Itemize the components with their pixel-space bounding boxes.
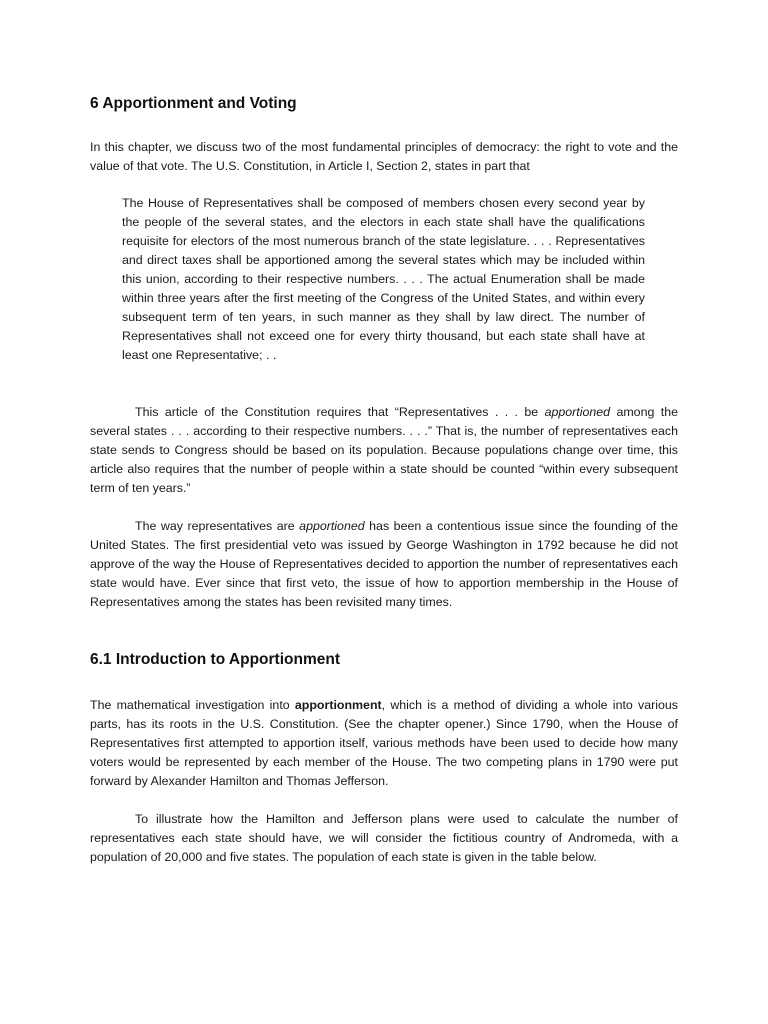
- section-heading: 6.1 Introduction to Apportionment: [90, 651, 340, 668]
- intro-paragraph: In this chapter, we discuss two of the most fundamental principles of democracy: the right to vote and the value of that vote. The U.S. Constitution, in Article I, Section 2, states in part that: [90, 140, 678, 173]
- paragraph-text: The mathematical investigation into: [90, 698, 295, 712]
- term-apportionment: apportionment: [294, 698, 382, 712]
- constitution-block-quote: The House of Representatives shall be composed of members chosen every second year by the people of the several states, and the electors in each state shall have the qualifications requisite for electors of the most numerous branch of the state legislature. . . . Representatives and direct taxes shall be apportioned among the several states which may be included within this union, according to their respective numbers. . . . The actual Enumeration shall be made within three years after the first meeting of the Congress of the United States, and within every subsequent term of ten years, in such manner as they shall by law direct. The number of Representatives shall not exceed one for every thirty thousand, but each state shall have at least one Representative; . .: [122, 196, 645, 362]
- paragraph-apportionment-definition: [90, 696, 678, 791]
- paragraph-text: This article of the Constitution requires that “Representatives . . . be: [135, 405, 545, 419]
- paragraph-text: among the several states . . . according to their respective numbers. . . .” That is, the number of representatives each state sends to Congress should be based on its population. Because populations change over time, this article also requires that the number of people within a state should be counted “within every subsequent term of ten years.”: [90, 405, 678, 495]
- chapter-heading: 6 Apportionment and Voting: [90, 95, 297, 112]
- paragraph-text: , which is a method of dividing a whole into various parts, has its roots in the U.S. Constitution. (See the chapter opener.) Since 1790, when the House of Representatives first attempted to apportion itself, various methods have been used to decide how many voters would be represented by each member of the House. The two competing plans in 1790 were put forward by Alexander Hamilton and Thomas Jefferson.: [90, 698, 678, 788]
- paragraph-history: [90, 517, 678, 612]
- paragraph-text: has been a contentious issue since the founding of the United States. The first presidential veto was issued by George Washington in 1792 because he did not approve of the way the House of Representatives decided to apportion the number of representatives each state would have. Ever since that first veto, the issue of how to apportion membership in the House of Representatives among the states has been revisited many times.: [90, 519, 678, 609]
- emphasis-apportioned: apportioned: [544, 405, 611, 419]
- emphasis-apportioned: apportioned: [299, 519, 365, 533]
- paragraph-andromeda-example: To illustrate how the Hamilton and Jefferson plans were used to calculate the number of representatives each state should have, we will consider the fictitious country of Andromeda, with a population of 20,000 and five states. The population of each state is given in the table below.: [90, 812, 678, 864]
- paragraph-text: The way representatives are: [135, 519, 300, 533]
- paragraph-constitution-requirement: [90, 403, 678, 498]
